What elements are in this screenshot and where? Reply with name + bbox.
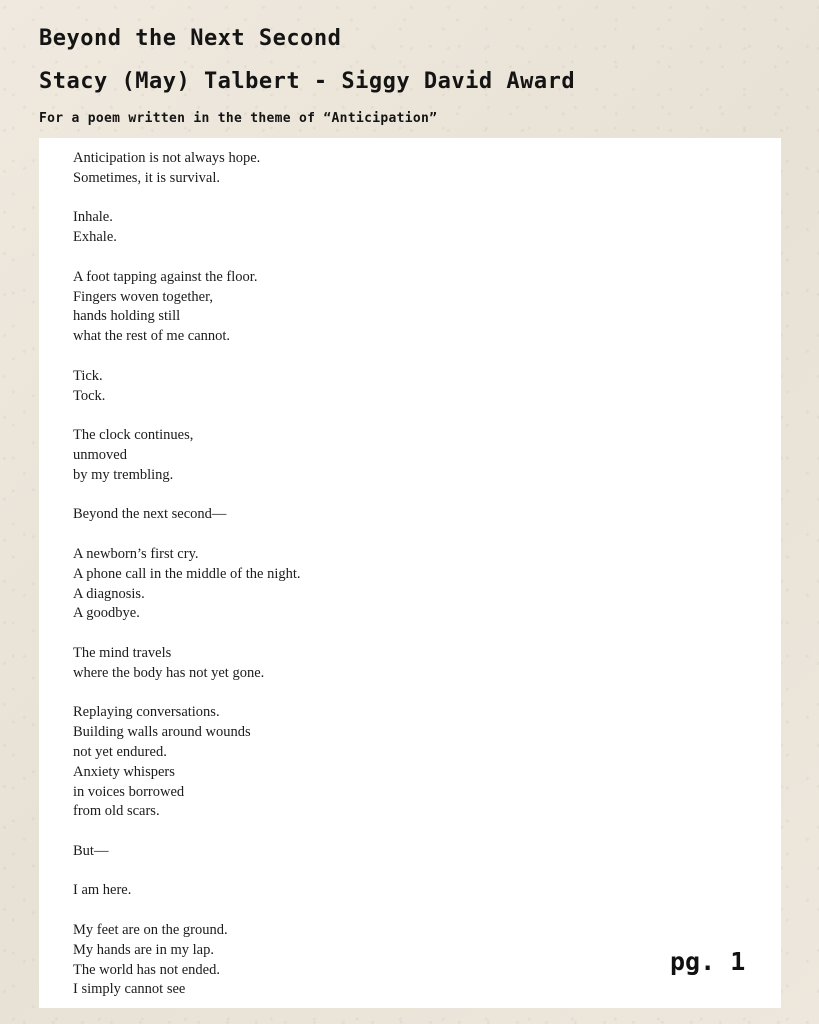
poem-line: Replaying conversations. bbox=[73, 704, 220, 721]
poem-line: My feet are on the ground. bbox=[73, 922, 228, 939]
poem-line: A diagnosis. bbox=[73, 585, 145, 602]
stanza bbox=[73, 921, 301, 1000]
poem-line: But— bbox=[73, 842, 109, 859]
poem-line: A newborn’s first cry. bbox=[73, 545, 199, 562]
stanza bbox=[73, 644, 301, 684]
award-caption: For a poem written in the theme of “Anticipation” bbox=[39, 111, 438, 126]
poem-line: unmoved bbox=[73, 446, 127, 463]
stanza bbox=[73, 881, 301, 901]
poem-line: Tock. bbox=[73, 387, 106, 404]
poem-line: Fingers woven together, bbox=[73, 288, 213, 305]
poem-page bbox=[39, 138, 781, 1008]
stanza bbox=[73, 149, 301, 189]
poem-line: Sometimes, it is survival. bbox=[73, 169, 221, 186]
stanza bbox=[73, 703, 301, 822]
stanza bbox=[73, 842, 301, 862]
stanza bbox=[73, 208, 301, 248]
poem-line: A goodbye. bbox=[73, 605, 140, 622]
poem-line: hands holding still bbox=[73, 308, 181, 325]
stanza bbox=[73, 367, 301, 407]
poem-line: not yet endured. bbox=[73, 743, 167, 760]
poem-line: Exhale. bbox=[73, 229, 117, 246]
stanza bbox=[73, 268, 301, 347]
poem-line: The world has not ended. bbox=[73, 961, 220, 978]
poem-line: Beyond the next second— bbox=[73, 506, 227, 523]
poem-line: A foot tapping against the floor. bbox=[73, 268, 258, 285]
stanza bbox=[73, 426, 301, 485]
stanza bbox=[73, 505, 301, 525]
poem-line: from old scars. bbox=[73, 803, 160, 820]
poem-line: The mind travels bbox=[73, 644, 172, 661]
poem-line: in voices borrowed bbox=[73, 783, 185, 800]
page-number: pg. 1 bbox=[670, 947, 746, 976]
poem-line: Anxiety whispers bbox=[73, 763, 175, 780]
poem-line: I am here. bbox=[73, 882, 132, 899]
poem-line: what the rest of me cannot. bbox=[73, 328, 231, 345]
poem-line: Anticipation is not always hope. bbox=[73, 150, 261, 166]
author-award-line: Stacy (May) Talbert - Siggy David Award bbox=[39, 69, 576, 94]
poem-line: Building walls around wounds bbox=[73, 724, 251, 741]
poem-line: The clock continues, bbox=[73, 427, 194, 444]
poem-line: My hands are in my lap. bbox=[73, 941, 214, 958]
stanza bbox=[73, 545, 301, 624]
poem-title: Beyond the Next Second bbox=[39, 26, 342, 51]
poem-line: by my trembling. bbox=[73, 466, 174, 483]
poem-body bbox=[73, 149, 301, 1020]
poem-line: where the body has not yet gone. bbox=[73, 664, 265, 681]
poem-line: I simply cannot see bbox=[73, 981, 186, 998]
poem-line: Tick. bbox=[73, 367, 103, 384]
poem-line: A phone call in the middle of the night. bbox=[73, 565, 301, 582]
poem-line: Inhale. bbox=[73, 209, 113, 226]
